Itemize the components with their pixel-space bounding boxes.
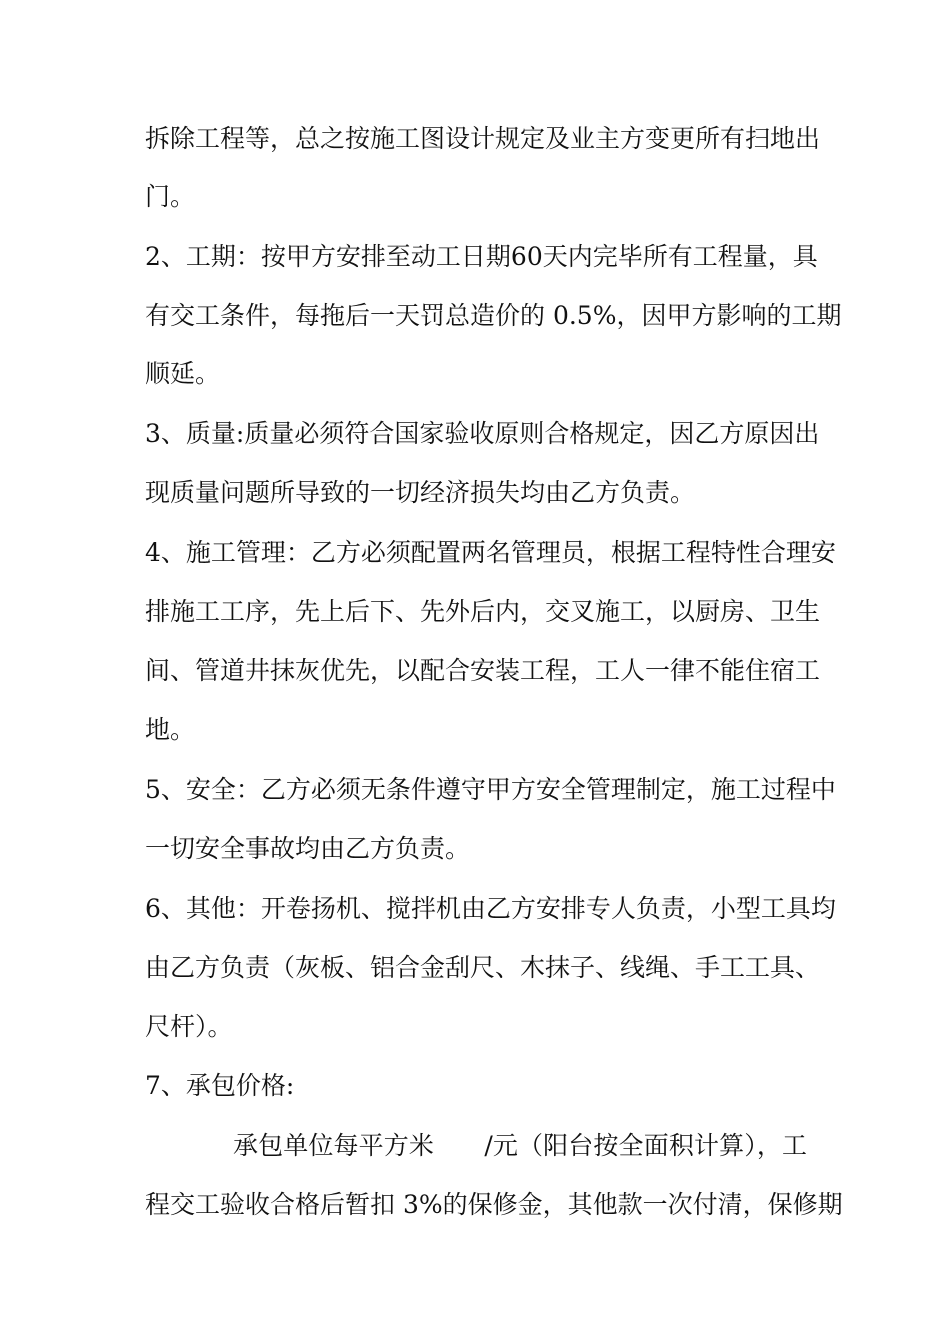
text-line: 间、管道井抹灰优先，以配合安装工程，工人一律不能住宿工 (145, 656, 821, 685)
text-line: 程交工验收合格后暂扣 3%的保修金，其他款一次付清，保修期 (145, 1190, 843, 1219)
text-line: 2、工期：按甲方安排至动工日期60天内完毕所有工程量，具 (145, 242, 818, 271)
text-line: 7、承包价格: (145, 1071, 295, 1100)
text-line: 拆除工程等，总之按施工图设计规定及业主方变更所有扫地出 (145, 124, 821, 153)
text-line: 排施工工序，先上后下、先外后内，交叉施工，以厨房、卫生 (145, 597, 821, 626)
text-line: 5、安全：乙方必须无条件遵守甲方安全管理制定，施工过程中 (145, 775, 836, 804)
text-line: 地。 (145, 715, 196, 744)
text-line: 门。 (145, 182, 196, 211)
text-line: 顺延。 (145, 359, 221, 388)
text-line: 承包单位每平方米 /元（阳台按全面积计算），工 (233, 1131, 807, 1160)
text-line: 一切安全事故均由乙方负责。 (145, 834, 471, 863)
text-line: 尺杆）。 (145, 1012, 233, 1041)
text-line: 4、施工管理：乙方必须配置两名管理员，根据工程特性合理安 (145, 538, 836, 567)
text-line: 由乙方负责（灰板、铝合金刮尺、木抹子、线绳、手工工具、 (145, 953, 821, 982)
text-line: 有交工条件，每拖后一天罚总造价的 0.5%，因甲方影响的工期 (145, 301, 842, 330)
text-line: 3、质量:质量必须符合国家验收原则合格规定，因乙方原因出 (145, 419, 820, 448)
text-line: 6、其他：开卷扬机、搅拌机由乙方安排专人负责，小型工具均 (145, 894, 836, 923)
text-line: 现质量问题所导致的一切经济损失均由乙方负责。 (145, 478, 696, 507)
